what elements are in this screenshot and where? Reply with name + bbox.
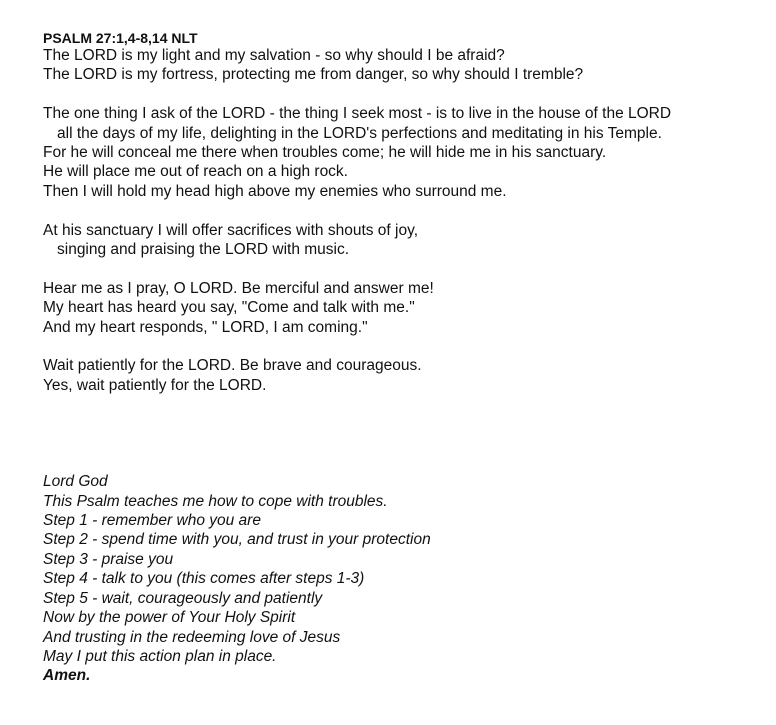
stanza-spacer (43, 259, 763, 278)
prayer-line: Step 3 - praise you (43, 550, 174, 568)
psalm-line: For he will conceal me there when troubles come; he will hide me in his sanctuary. (43, 144, 607, 162)
prayer-closing: Amen. (43, 667, 91, 685)
psalm-heading: PSALM 27:1,4-8,14 NLT (43, 30, 198, 46)
psalm-line: The LORD is my light and my salvation - so why should I be afraid? (43, 47, 505, 64)
document-page (43, 28, 763, 686)
psalm-line: And my heart responds, " LORD, I am coming." (43, 318, 368, 336)
psalm-line: The one thing I ask of the LORD - the thing I seek most - is to live in the house of the LORD (43, 105, 672, 123)
stanza (43, 356, 763, 395)
stanza (43, 279, 763, 337)
psalm-line: The LORD is my fortress, protecting me from danger, so why should I tremble? (43, 66, 584, 84)
prayer-line: And trusting in the redeeming love of Jesus (43, 628, 341, 646)
prayer-text (43, 472, 763, 685)
psalm-line: My heart has heard you say, "Come and talk with me." (43, 299, 415, 317)
stanza (43, 221, 763, 260)
stanza-spacer (43, 201, 763, 220)
prayer-line: This Psalm teaches me how to cope with troubles. (43, 492, 388, 510)
psalm-line: all the days of my life, delighting in the LORD's perfections and meditating in his Temple. (57, 124, 662, 142)
prayer-line: Step 2 - spend time with you, and trust in your protection (43, 531, 431, 549)
prayer-line: Now by the power of Your Holy Spirit (43, 609, 296, 627)
psalm-line: He will place me out of reach on a high rock. (43, 163, 348, 181)
prayer-line: Step 5 - wait, courageously and patiently (43, 589, 323, 607)
psalm-line: Hear me as I pray, O LORD. Be merciful and answer me! (43, 279, 434, 297)
psalm-line: Wait patiently for the LORD. Be brave and courageous. (43, 357, 422, 375)
stanza-spacer (43, 337, 763, 356)
section-spacer (43, 395, 763, 472)
stanza (43, 104, 763, 201)
stanza (43, 46, 763, 85)
prayer-line: May I put this action plan in place. (43, 647, 277, 665)
prayer-line: Lord God (43, 473, 108, 491)
prayer-line: Step 4 - talk to you (this comes after steps 1-3) (43, 570, 365, 588)
psalm-line: Then I will hold my head high above my enemies who surround me. (43, 182, 507, 200)
psalm-line: singing and praising the LORD with music. (57, 241, 350, 259)
psalm-line: At his sanctuary I will offer sacrifices with shouts of joy, (43, 221, 419, 239)
stanza-spacer (43, 85, 763, 104)
psalm-line: Yes, wait patiently for the LORD. (43, 376, 267, 394)
prayer-line: Step 1 - remember who you are (43, 512, 261, 530)
psalm-text (43, 46, 763, 395)
